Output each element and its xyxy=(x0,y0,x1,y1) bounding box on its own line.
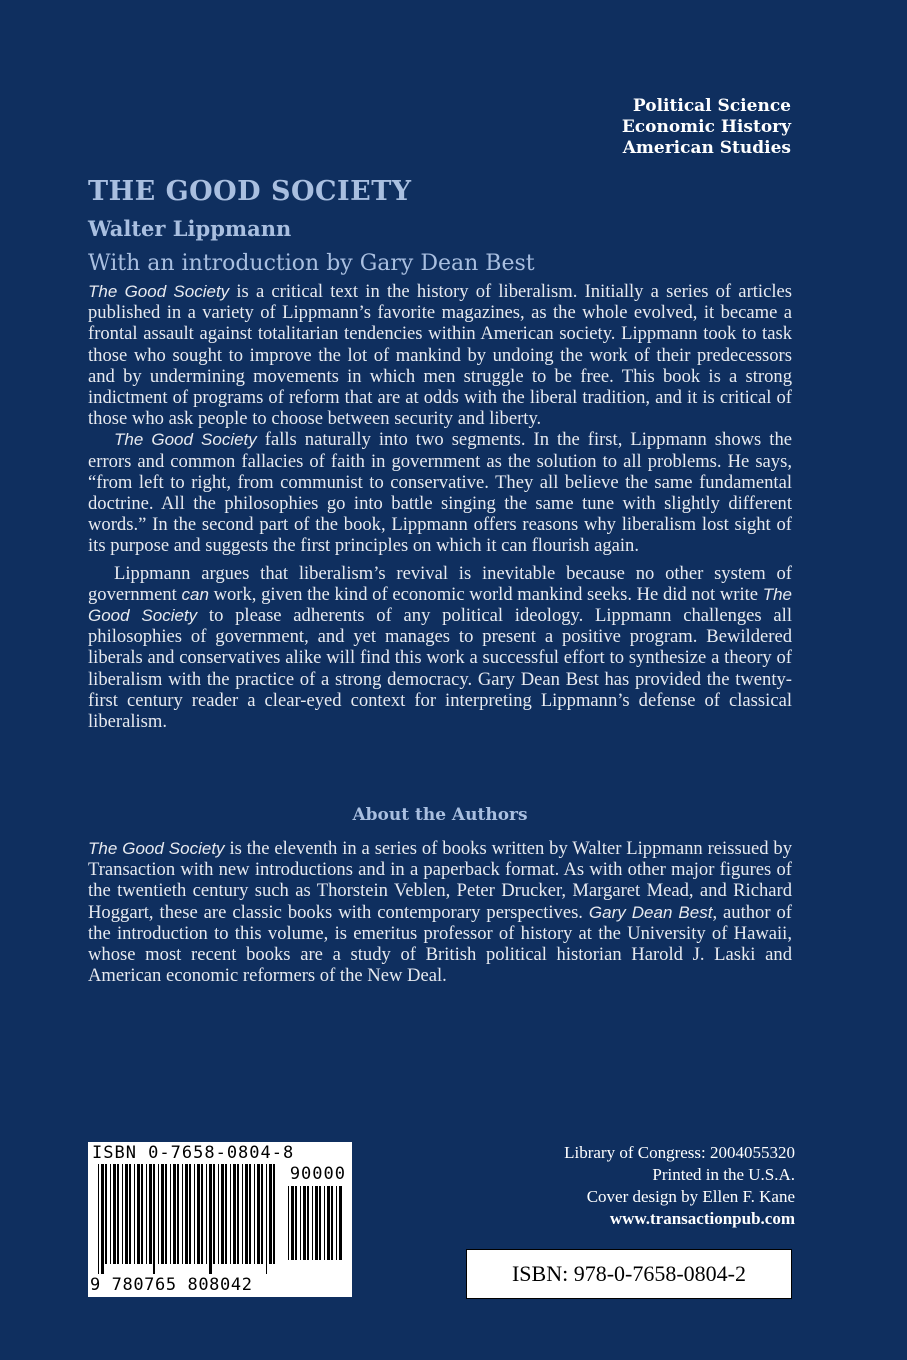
paragraph-text: to please adherents of any political ideology. Lippmann challenges all philosophies of government, and yet manages to present a positive program. Bewildered liberals and conservatives alike will find this work a successful effort to synthesize a theory of liberalism with the practice of a strong democracy. Gary Dean Best has provided the twenty-first century reader a clear-eyed context for interpreting Lippmann’s defense of classical liberalism. xyxy=(88,605,792,733)
paragraph-text: is a critical text in the history of liberalism. Initially a series of articles published in a variety of Lippmann’s favorite magazines, as the whole evolved, it became a frontal assault against totalitarian tendencies within American society. Lippmann took to task those who sought to improve the lot of mankind by undoing the work of their predecessors and by undermining movements in which men struggle to be free. This book is a strong indictment of programs of reform that are at odds with the liberal tradition, and it is critical of those who ask people to choose between security and liberty. xyxy=(88,281,792,430)
book-title-italic: The Good Society xyxy=(114,430,257,450)
barcode-bar xyxy=(161,1164,164,1264)
barcode-bar xyxy=(266,1164,267,1274)
barcode-price-code: 90000 xyxy=(289,1164,346,1184)
barcode-bar xyxy=(307,1186,309,1260)
subject-item: Economic History xyxy=(621,117,791,137)
barcode-bar xyxy=(221,1164,224,1264)
barcode-bar xyxy=(249,1164,251,1264)
barcode-bar xyxy=(254,1164,255,1264)
barcode-bar xyxy=(300,1186,301,1260)
about-authors-heading: About the Authors xyxy=(352,805,528,825)
barcode-bar xyxy=(101,1164,104,1274)
barcode-bar xyxy=(269,1164,272,1264)
barcode-bar xyxy=(134,1164,135,1264)
barcode-bar xyxy=(122,1164,123,1264)
barcode-bar xyxy=(105,1164,107,1264)
barcode-bar xyxy=(117,1164,119,1264)
description-paragraph xyxy=(88,563,792,733)
barcode-bar xyxy=(153,1164,155,1274)
barcode-bar xyxy=(242,1164,243,1264)
barcode-bar xyxy=(125,1164,128,1264)
author-name-italic: Gary Dean Best xyxy=(588,902,713,922)
barcode-isbn-label: ISBN 0-7658-0804-8 xyxy=(92,1143,295,1163)
barcode-bar xyxy=(273,1164,275,1264)
book-author: Walter Lippmann xyxy=(88,216,292,241)
isbn-barcode xyxy=(88,1142,352,1297)
subject-categories xyxy=(622,96,791,159)
barcode-bar xyxy=(237,1164,239,1264)
barcode-bar xyxy=(233,1164,236,1264)
barcode-bar xyxy=(194,1164,195,1264)
isbn13-box: ISBN: 978-0-7658-0804-2 xyxy=(466,1249,792,1299)
barcode-bar xyxy=(189,1164,191,1264)
barcode-bar xyxy=(218,1164,219,1264)
library-of-congress: Library of Congress: 2004055320 xyxy=(564,1143,795,1162)
paragraph-text: falls naturally into two segments. In the first, Lippmann shows the errors and common fallacies of faith in government as the solution to all problems. He says, “from left to right, from communist to conservative. They all believe the same fundamental doctrine. All the philosophies go into battle singing the same tune with slightly different words.” In the second part of the book, Lippmann offers reasons why liberalism lost sight of its purpose and suggests the first principles on which it can flourish again. xyxy=(88,429,792,557)
barcode-bar xyxy=(137,1164,140,1264)
book-title-italic: The Good Society xyxy=(88,584,792,626)
barcode-bar xyxy=(158,1164,159,1264)
barcode-bar xyxy=(213,1164,215,1264)
barcode-bar xyxy=(324,1186,325,1260)
barcode-bar xyxy=(331,1186,333,1260)
barcode-bar xyxy=(98,1164,99,1274)
emphasis-italic: can xyxy=(181,584,209,604)
barcode-bar xyxy=(170,1164,171,1264)
barcode-bar xyxy=(201,1164,203,1264)
barcode-bar xyxy=(288,1186,289,1260)
paragraph-text: Lippmann argues that liberalism’s revival is inevitable because no other system of government xyxy=(88,562,792,605)
subject-item: Political Science xyxy=(632,96,791,116)
book-title-italic: The Good Society xyxy=(88,282,230,301)
barcode-addon-bars xyxy=(288,1186,346,1270)
barcode-bar xyxy=(327,1186,330,1260)
barcode-bar xyxy=(303,1186,306,1260)
book-description xyxy=(88,281,792,732)
publication-info xyxy=(564,1142,795,1230)
paragraph-text: , author of the introduction to this volume, is emeritus professor of history at the University of Hawaii, whose most recent books are a study of British political historian Harold J. Laski and American economic reformers of the New Deal. xyxy=(88,901,792,987)
publisher-website: www.transactionpub.com xyxy=(609,1209,795,1228)
description-paragraph xyxy=(88,429,792,556)
barcode-bar xyxy=(129,1164,131,1264)
barcode-bar xyxy=(295,1186,297,1260)
barcode-bar xyxy=(336,1186,337,1260)
barcode-bar xyxy=(315,1186,318,1260)
barcode-bar xyxy=(206,1164,207,1264)
barcode-bar xyxy=(149,1164,152,1264)
paragraph-text: is the eleventh in a series of books written by Walter Lippmann reissued by Transaction with new introductions and in a paperback format. As with other major figures of the twentieth century such as Thorstein Veblen, Peter Drucker, Margaret Mead, and Richard Hoggart, these are classic books with contemporary perspectives. xyxy=(88,838,793,923)
barcode-bar xyxy=(339,1186,342,1260)
barcode-bar xyxy=(141,1164,143,1264)
about-paragraph xyxy=(88,838,792,986)
barcode-digits: 9 780765 808042 xyxy=(90,1275,253,1295)
barcode-bar xyxy=(110,1164,111,1264)
description-paragraph xyxy=(88,281,792,429)
barcode-bar xyxy=(257,1164,260,1264)
paragraph-text: work, given the kind of economic world mankind seeks. He did not write xyxy=(208,583,763,605)
cover-design-credit: Cover design by Ellen F. Kane xyxy=(586,1187,795,1206)
barcode-bar xyxy=(173,1164,176,1264)
about-authors xyxy=(88,838,792,986)
barcode-bar xyxy=(312,1186,313,1260)
introduction-credit: With an introduction by Gary Dean Best xyxy=(88,251,535,276)
barcode-bar xyxy=(197,1164,200,1264)
barcode-bar xyxy=(225,1164,227,1264)
barcode-bars xyxy=(98,1164,278,1274)
book-title: THE GOOD SOCIETY xyxy=(88,176,412,207)
subject-item: American Studies xyxy=(622,138,791,158)
barcode-bar xyxy=(146,1164,147,1264)
barcode-bar xyxy=(185,1164,188,1264)
barcode-bar xyxy=(209,1164,212,1274)
barcode-bar xyxy=(261,1164,263,1264)
barcode-bar xyxy=(230,1164,231,1264)
barcode-bar xyxy=(291,1186,294,1260)
barcode-bar xyxy=(165,1164,167,1264)
barcode-bar xyxy=(319,1186,321,1260)
printed-in: Printed in the U.S.A. xyxy=(652,1165,795,1184)
barcode-bar xyxy=(177,1164,179,1264)
barcode-bar xyxy=(245,1164,248,1264)
barcode-bar xyxy=(182,1164,183,1264)
book-title-italic: The Good Society xyxy=(88,839,225,858)
barcode-bar xyxy=(113,1164,116,1264)
